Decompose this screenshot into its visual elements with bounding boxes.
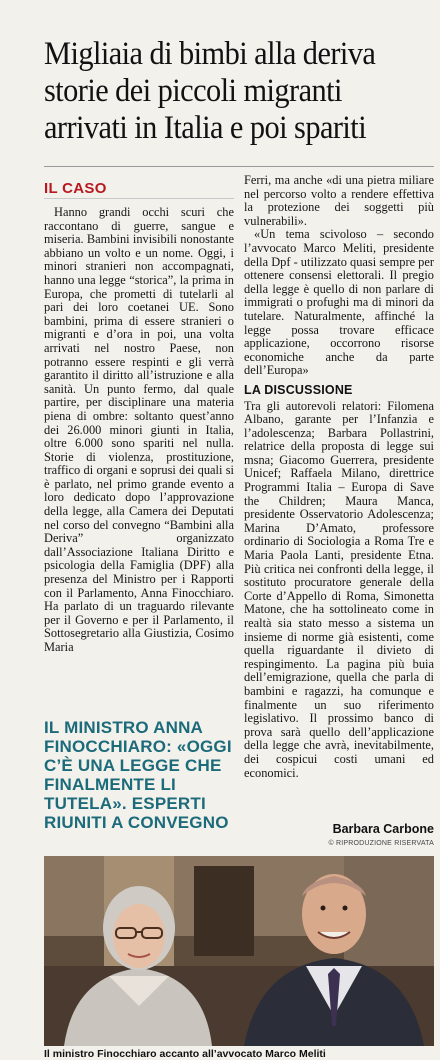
- kicker-divider: [44, 198, 234, 199]
- right-paragraph-1: Ferri, ma anche «di una pietra miliare nel percorso volto a rendere effettiva la protezione dei soggetti più vulnerabili».: [244, 173, 434, 228]
- right-paragraph-3: Tra gli autorevoli relatori: Filomena Albano, garante per l’Infanzia e l’adolescenza; Barbara Pollastrini, relatrice della proposta di legge sui msna; Giacomo Guerrera, presidente Unicef; Raffaela Milano, direttrice Programmi Italia – Europa di Save the Children; Maura Manca, presidente Osservatorio Adolescenza; Marina D’Amato, professore ordinario di Sociologia a Roma Tre e Maria Paola Lanti, presidente Etna. Più critica nei confronti della legge, il sostituto procuratore generale della Corte d’Appello di Roma, Simonetta Matone, che ha sottolineato come in realtà sia stato messo a sistema un insieme di norme già esistenti, come quella riguardante il divieto di respingimento. La pagina più buia dell’emigrazione, quella che parla di bambini e ragazzi, ha comunque e finalmente un suo riferimento legislativo. Il prossimo banco di prova sarà quello dell’applicazione della legge che avrà, inevitabilmente, dei cospicui costi umani ed economici.: [244, 398, 434, 780]
- headline-line-3: arrivati in Italia e poi spariti: [44, 110, 367, 146]
- article-photo: [44, 856, 434, 1046]
- author-byline: Barbara Carbone: [332, 822, 434, 836]
- copyright-notice: © RIPRODUZIONE RISERVATA: [328, 840, 434, 847]
- article-column-left: [44, 206, 234, 676]
- headline-line-2: storie dei piccoli migranti: [44, 73, 342, 109]
- left-paragraph-1: Hanno grandi occhi scuri che raccontano di guerre, sangue e miseria. Bambini invisibili nonostante abbiano un volto e un nome. Oggi, i minori stranieri non accompagnati, hanno una legge “storica”, la prima in Europa, che prometti di tutelarli al pari dei loro coetanei UE. Sono bambini, prima di essere stranieri o migranti e d’ora in poi, una volta arrivati nel nostro Paese, non potranno essere respinti e gli verrà garantito il diritto all’istruzione e alla sanità. Un punto fermo, dal quale partire, per disciplinare una materia piena di ombre: soltanto quest’anno dei 26.000 minori giunti in Italia, oltre 6.000 sono spariti nel nulla. Storie di violenza, prostituzione, traffico di organi e soprusi dei quali si è parlato, nel primo grande evento a loro dedicato dopo l’approvazione della legge, alla Camera dei Deputati nel corso del convegno “Bambini alla Deriva” organizzato dall’Associazione Italiana Diritto e psicologia della Famiglia (DPF) alla presenza del Ministro per i Rapporti con il Parlamento, Anna Finocchiaro. Ha parlato di un traguardo rilevante per il Governo e per il Parlamento, il Sottosegretario alla Giustizia, Cosimo Maria: [44, 206, 234, 654]
- photo-illustration: [44, 856, 434, 1046]
- article-column-right: [244, 174, 434, 780]
- right-paragraph-2: «Un tema scivoloso – secondo l’avvocato Marco Meliti, presidente della Dpf - utilizzato quasi sempre per ottenere consensi elettorali. Il pregio della legge è quello di non parlare di immigrati o profughi ma di minori da tutelare. Naturalmente, affinché la legge possa trovare efficace applicazione, occorrono risorse economiche anche da parte dell’Europa»: [244, 227, 434, 378]
- headline-divider: [44, 166, 434, 167]
- headline-line-1: Migliaia di bimbi alla deriva: [44, 36, 376, 72]
- headline: [44, 36, 403, 147]
- section-kicker: IL CASO: [44, 180, 107, 197]
- photo-caption: Il ministro Finocchiaro accanto all’avvocato Marco Meliti: [44, 1048, 326, 1060]
- subhead-discussion: LA DISCUSSIONE: [244, 382, 353, 397]
- pull-quote: IL MINISTRO ANNA FINOCCHIARO: «OGGI C’È UNA LEGGE CHE FINALMENTE LI TUTELA». ESPERTI RIUNITI A CONVEGNO: [44, 718, 232, 832]
